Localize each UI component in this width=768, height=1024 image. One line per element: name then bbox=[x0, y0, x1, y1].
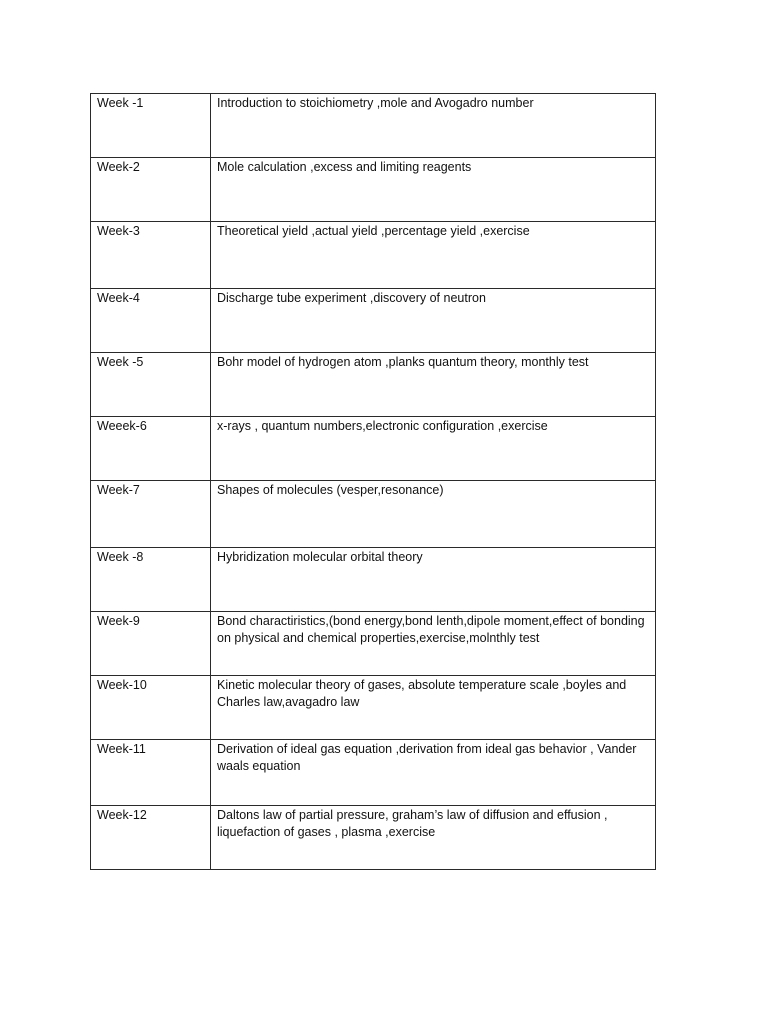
topic-cell: Discharge tube experiment ,discovery of neutron bbox=[211, 289, 656, 353]
week-cell: Week-10 bbox=[91, 676, 211, 740]
topic-cell: Mole calculation ,excess and limiting reagents bbox=[211, 158, 656, 222]
topic-cell: Derivation of ideal gas equation ,derivation from ideal gas behavior , Vander waals equation bbox=[211, 740, 656, 806]
table-row bbox=[91, 612, 656, 676]
topic-cell: Shapes of molecules (vesper,resonance) bbox=[211, 481, 656, 548]
topic-cell: Introduction to stoichiometry ,mole and Avogadro number bbox=[211, 94, 656, 158]
topic-cell: Theoretical yield ,actual yield ,percentage yield ,exercise bbox=[211, 222, 656, 289]
week-cell: Week-11 bbox=[91, 740, 211, 806]
table-row bbox=[91, 417, 656, 481]
topic-cell: Kinetic molecular theory of gases, absolute temperature scale ,boyles and Charles law,avagadro law bbox=[211, 676, 656, 740]
weekly-schedule-table bbox=[90, 93, 656, 870]
week-cell: Week -1 bbox=[91, 94, 211, 158]
week-cell: Week-12 bbox=[91, 806, 211, 870]
table-row bbox=[91, 481, 656, 548]
table-row bbox=[91, 548, 656, 612]
table-row bbox=[91, 94, 656, 158]
table-row bbox=[91, 740, 656, 806]
table-row bbox=[91, 222, 656, 289]
week-cell: Week-7 bbox=[91, 481, 211, 548]
topic-cell: x-rays , quantum numbers,electronic configuration ,exercise bbox=[211, 417, 656, 481]
table-row bbox=[91, 676, 656, 740]
week-cell: Weeek-6 bbox=[91, 417, 211, 481]
topic-cell: Daltons law of partial pressure, graham’s law of diffusion and effusion , liquefaction of gases , plasma ,exercise bbox=[211, 806, 656, 870]
week-cell: Week-9 bbox=[91, 612, 211, 676]
topic-cell: Bond charactiristics,(bond energy,bond lenth,dipole moment,effect of bonding on physical and chemical properties,exercise,molnthly test bbox=[211, 612, 656, 676]
topic-cell: Hybridization molecular orbital theory bbox=[211, 548, 656, 612]
topic-cell: Bohr model of hydrogen atom ,planks quantum theory, monthly test bbox=[211, 353, 656, 417]
week-cell: Week-3 bbox=[91, 222, 211, 289]
table-row bbox=[91, 353, 656, 417]
week-cell: Week -8 bbox=[91, 548, 211, 612]
table-row bbox=[91, 289, 656, 353]
week-cell: Week -5 bbox=[91, 353, 211, 417]
week-cell: Week-4 bbox=[91, 289, 211, 353]
table-row bbox=[91, 158, 656, 222]
week-cell: Week-2 bbox=[91, 158, 211, 222]
table-row bbox=[91, 806, 656, 870]
